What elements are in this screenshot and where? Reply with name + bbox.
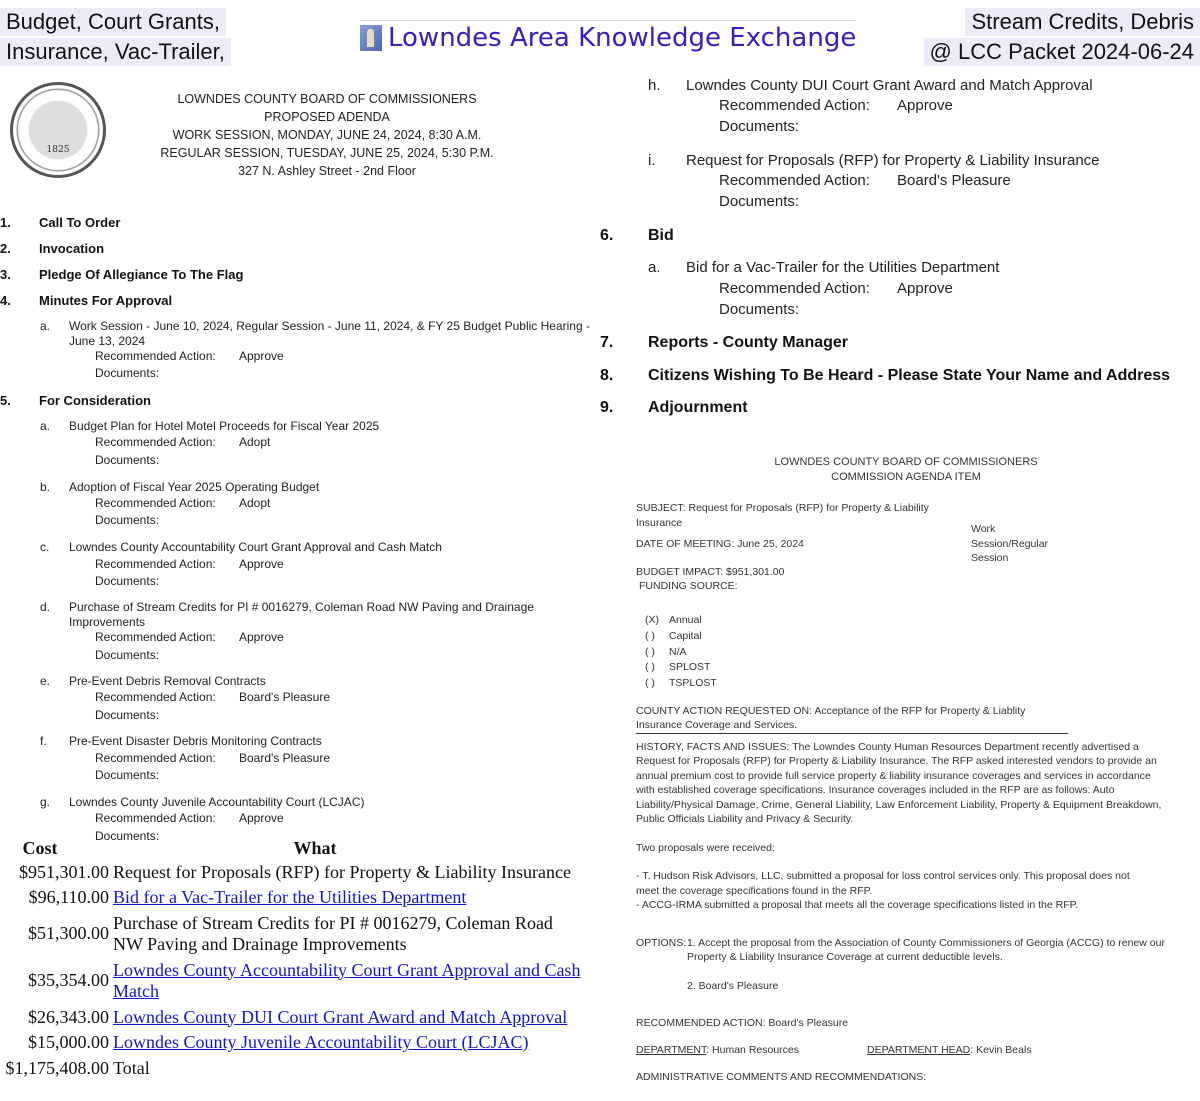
agenda-org: LOWNDES COUNTY BOARD OF COMMISSIONERS <box>177 92 477 106</box>
text: Cost <box>22 838 58 858</box>
doc-proposal: - ACCG-IRMA submitted a proposal that meets all the coverage specifications listed in the RFP. <box>636 899 1079 912</box>
text: a. <box>40 319 51 333</box>
text: Recommended Action: <box>719 280 870 297</box>
text: What <box>293 838 337 858</box>
funding-option <box>645 676 1176 692</box>
text: Adopt <box>239 496 271 510</box>
text: Recommended Action: <box>95 349 216 363</box>
text: Lowndes County Juvenile Accountability Court (LCJAC) <box>69 795 365 809</box>
doc-option: 2. Board's Pleasure <box>687 979 779 992</box>
text: 7. <box>600 334 614 351</box>
text: Documents: <box>95 708 160 722</box>
table-row <box>0 1007 603 1029</box>
doc-budget-impact: BUDGET IMPACT: $951,301.00 <box>636 566 785 578</box>
text: TSPLOST <box>669 677 717 690</box>
doc-option: 1. Accept the proposal from the Association of County Commissioners of Georgia (ACCG) to renew our Property & Liability Insurance Coverage at current deductible levels. <box>687 936 1165 964</box>
section-title: Call To Order <box>39 215 121 230</box>
text: Bid <box>648 227 674 244</box>
text: Reports - County Manager <box>648 334 849 351</box>
site-title: Lowndes Area Knowledge Exchange <box>388 23 857 53</box>
topic-tag: Insurance, Vac-Trailer, <box>0 38 231 66</box>
text: 1825 <box>46 145 70 155</box>
text <box>636 936 1176 994</box>
text <box>719 171 1011 191</box>
text: Lowndes County DUI Court Grant Award and Match Approval <box>686 77 1093 94</box>
text: SPLOST <box>669 661 711 674</box>
text: Recommended Action: <box>95 630 216 644</box>
text: $51,300.00 <box>28 923 109 944</box>
funding-option <box>645 660 1176 676</box>
doc-session: Work Session/Regular Session <box>971 523 1049 564</box>
text: Approve <box>239 630 284 644</box>
agenda-location: 327 N. Ashley Street - 2nd Floor <box>238 164 416 178</box>
text: $96,110.00 <box>28 887 109 907</box>
text: Recommended Action: <box>719 97 870 114</box>
county-seal-logo <box>10 82 106 178</box>
doc-date: DATE OF MEETING: June 25, 2024 <box>636 538 804 550</box>
text: LOWNDES COUNTY BOARD OF COMMISSIONERS <box>774 456 1038 468</box>
section-number: 1. <box>0 215 11 230</box>
documents-label: Documents: <box>95 366 160 380</box>
text: Pre-Event Debris Removal Contracts <box>69 674 266 688</box>
text: Board's Pleasure <box>239 690 331 704</box>
text: Request for Proposals (RFP) for Property & Liability Insurance <box>686 152 1100 169</box>
section-number: 3. <box>0 267 11 282</box>
section-number: 4. <box>0 293 11 308</box>
text: COMMISSION AGENDA ITEM <box>831 470 981 483</box>
text: Documents: <box>95 829 160 843</box>
text: $951,301.00 <box>19 861 109 882</box>
text: Adoption of Fiscal Year 2025 Operating Budget <box>69 480 320 494</box>
text: (X) <box>645 614 659 626</box>
table-row <box>0 913 603 956</box>
text: Documents: <box>95 768 160 782</box>
site-title-link[interactable] <box>360 20 856 55</box>
text: 9. <box>600 399 614 416</box>
table-total-row <box>0 1058 603 1080</box>
text <box>113 887 603 909</box>
item-link[interactable]: Bid for a Vac-Trailer for the Utilities Department <box>113 887 467 907</box>
text <box>95 557 284 572</box>
funding-options <box>645 613 1176 692</box>
doc-department <box>636 1043 1176 1058</box>
text: N/A <box>669 645 687 658</box>
text: : Kevin Beals <box>970 1044 1032 1057</box>
recommended-action: Approve <box>239 349 284 363</box>
table-row <box>0 960 603 1003</box>
text: Adopt <box>239 435 271 449</box>
agenda-regular-session: REGULAR SESSION, TUESDAY, JUNE 25, 2024, 5:30 P.M. <box>160 146 494 160</box>
text: ( ) <box>645 677 655 690</box>
text: $26,343.00 <box>28 1006 109 1027</box>
text: Capital <box>669 629 702 642</box>
text: Recommended Action: <box>95 435 216 449</box>
section-title: For Consideration <box>39 393 151 408</box>
text: Annual <box>669 614 702 626</box>
text: Documents: <box>719 118 800 135</box>
item-link[interactable]: Lowndes County Juvenile Accountability Court (LCJAC) <box>113 1032 529 1052</box>
doc-action-requested: COUNTY ACTION REQUESTED ON: Acceptance of the RFP for Property & Liablity Insurance Coverage and Services. <box>636 704 1068 734</box>
doc-funding-source: FUNDING SOURCE: <box>639 580 738 592</box>
topic-tag: Stream Credits, Debris <box>965 8 1200 36</box>
topic-tag: @ LCC Packet 2024-06-24 <box>924 38 1200 66</box>
agenda-header <box>150 90 504 180</box>
text: : Human Resources <box>706 1044 800 1057</box>
text: Pre-Event Disaster Debris Monitoring Contracts <box>69 734 322 748</box>
text: Documents: <box>95 453 160 467</box>
doc-proposals-intro: Two proposals were received: <box>636 841 775 854</box>
text: Budget Plan for Hotel Motel Proceeds for Fiscal Year 2025 <box>69 419 380 433</box>
section-title: Pledge Of Allegiance To The Flag <box>39 267 244 282</box>
text: d. <box>40 600 51 614</box>
lake-logo-icon <box>360 25 382 51</box>
text: a. <box>40 419 51 433</box>
agenda-work-session: WORK SESSION, MONDAY, JUNE 24, 2024, 8:30 A.M. <box>172 128 482 142</box>
doc-heading <box>636 455 1176 484</box>
text: Recommended Action: <box>95 557 216 571</box>
text: Documents: <box>95 648 160 662</box>
text: h. <box>648 77 661 94</box>
doc-recommended-action: RECOMMENDED ACTION: Board's Pleasure <box>636 1016 849 1029</box>
text <box>636 501 1176 605</box>
text: $1,175,408.00 <box>5 1057 109 1078</box>
cost-table <box>0 838 603 1083</box>
agenda-item-document <box>636 455 1176 1084</box>
text: $35,354.00 <box>28 970 109 991</box>
text: Lowndes County Accountability Court Grant Approval and Cash Match <box>69 540 442 554</box>
text <box>719 279 953 299</box>
text: ( ) <box>645 661 655 674</box>
table-row <box>0 887 603 909</box>
text: Recommended Action: <box>95 690 216 704</box>
text: Approve <box>897 280 953 297</box>
agenda-item-title: Work Session - June 10, 2024, Regular Session - June 11, 2024, & FY 25 Budget Public Hearing - June 13, 2024 <box>69 319 590 348</box>
text <box>95 349 284 364</box>
text <box>719 96 953 116</box>
text: Request for Proposals (RFP) for Property & Liability Insurance <box>113 861 571 882</box>
text: Documents: <box>719 193 800 210</box>
funding-option <box>645 629 1176 645</box>
text: Documents: <box>719 301 800 318</box>
doc-proposal: - T. Hudson Risk Advisors, LLC, submitted a proposal for loss control services only. This proposal does not meet the coverage specifications found in the RFP. <box>636 870 1130 897</box>
section-number: 5. <box>0 393 11 408</box>
item-link[interactable]: Lowndes County Accountability Court Grant Approval and Cash Match <box>113 959 581 1001</box>
text <box>113 960 603 1003</box>
text: $15,000.00 <box>28 1032 109 1052</box>
doc-options-label: OPTIONS: <box>636 936 687 949</box>
text: Bid for a Vac-Trailer for the Utilities Department <box>686 259 1000 276</box>
text: 8. <box>600 367 614 384</box>
text: f. <box>40 734 47 748</box>
doc-admin-comments: ADMINISTRATIVE COMMENTS AND RECOMMENDATIONS: <box>636 1070 927 1083</box>
text: Adjournment <box>648 399 748 416</box>
text <box>95 435 271 450</box>
text: Purchase of Stream Credits for PI # 0016279, Coleman Road NW Paving and Drainage Improvements <box>113 912 553 954</box>
text: Documents: <box>95 513 160 527</box>
text: Approve <box>239 557 284 571</box>
agenda-title: PROPOSED ADENDA <box>264 110 390 124</box>
funding-option <box>645 613 1176 629</box>
section-number: 2. <box>0 241 11 256</box>
text: ( ) <box>645 629 655 642</box>
text: DEPARTMENT <box>636 1044 707 1057</box>
text: Recommended Action: <box>95 811 216 825</box>
text: Board's Pleasure <box>239 751 331 765</box>
cost-table-header <box>0 838 603 860</box>
text: Recommended Action: <box>95 751 216 765</box>
text: ( ) <box>645 645 655 658</box>
text <box>95 751 331 766</box>
text: Recommended Action: <box>719 172 870 189</box>
text: g. <box>40 795 51 809</box>
doc-history: HISTORY, FACTS AND ISSUES: The Lowndes County Human Resources Department recently advertised a Request for Proposals (RFP) for Property & Liability Insurance. The RFP asked interested vendors to provide an annual premium cost to provide full service property & liability insurance coverages and services in accordance with established coverage specifications. Insurance coverages included in the RFP are as follows: Auto Liability/Physical Damage, Crime, General Liability, Law Enforcement Liability, Property & Equipment Breakdown, Public Officials Liability and Privacy & Security. <box>636 740 1162 826</box>
text <box>113 1007 603 1029</box>
text: Board's Pleasure <box>897 172 1011 189</box>
text: DEPARTMENT HEAD <box>867 1044 971 1057</box>
table-row <box>0 1032 603 1054</box>
text: Recommended Action: <box>95 496 216 510</box>
text: Purchase of Stream Credits for PI # 0016279, Coleman Road NW Paving and Drainage Improvements <box>69 600 534 629</box>
text <box>95 811 284 826</box>
text: e. <box>40 674 51 688</box>
text: Total <box>113 1057 150 1078</box>
text: a. <box>648 259 661 276</box>
text: Documents: <box>95 574 160 588</box>
item-link[interactable]: Lowndes County DUI Court Grant Award and Match Approval <box>113 1006 568 1027</box>
text: 6. <box>600 227 614 244</box>
text <box>113 1032 603 1054</box>
text: c. <box>40 540 50 554</box>
funding-option <box>645 645 1176 661</box>
text <box>95 630 284 645</box>
table-row <box>0 862 603 884</box>
text <box>95 690 331 705</box>
text <box>867 1043 1032 1058</box>
section-title: Minutes For Approval <box>39 293 173 308</box>
text: i. <box>648 152 656 169</box>
section-title: Invocation <box>39 241 105 256</box>
text: Approve <box>897 97 953 114</box>
text <box>95 496 271 511</box>
topic-tag: Budget, Court Grants, <box>0 8 226 36</box>
doc-subject: SUBJECT: Request for Proposals (RFP) for Property & Liability Insurance <box>636 502 929 529</box>
text: b. <box>40 480 51 494</box>
text: Citizens Wishing To Be Heard - Please State Your Name and Address <box>648 367 1171 384</box>
text: Approve <box>239 811 284 825</box>
